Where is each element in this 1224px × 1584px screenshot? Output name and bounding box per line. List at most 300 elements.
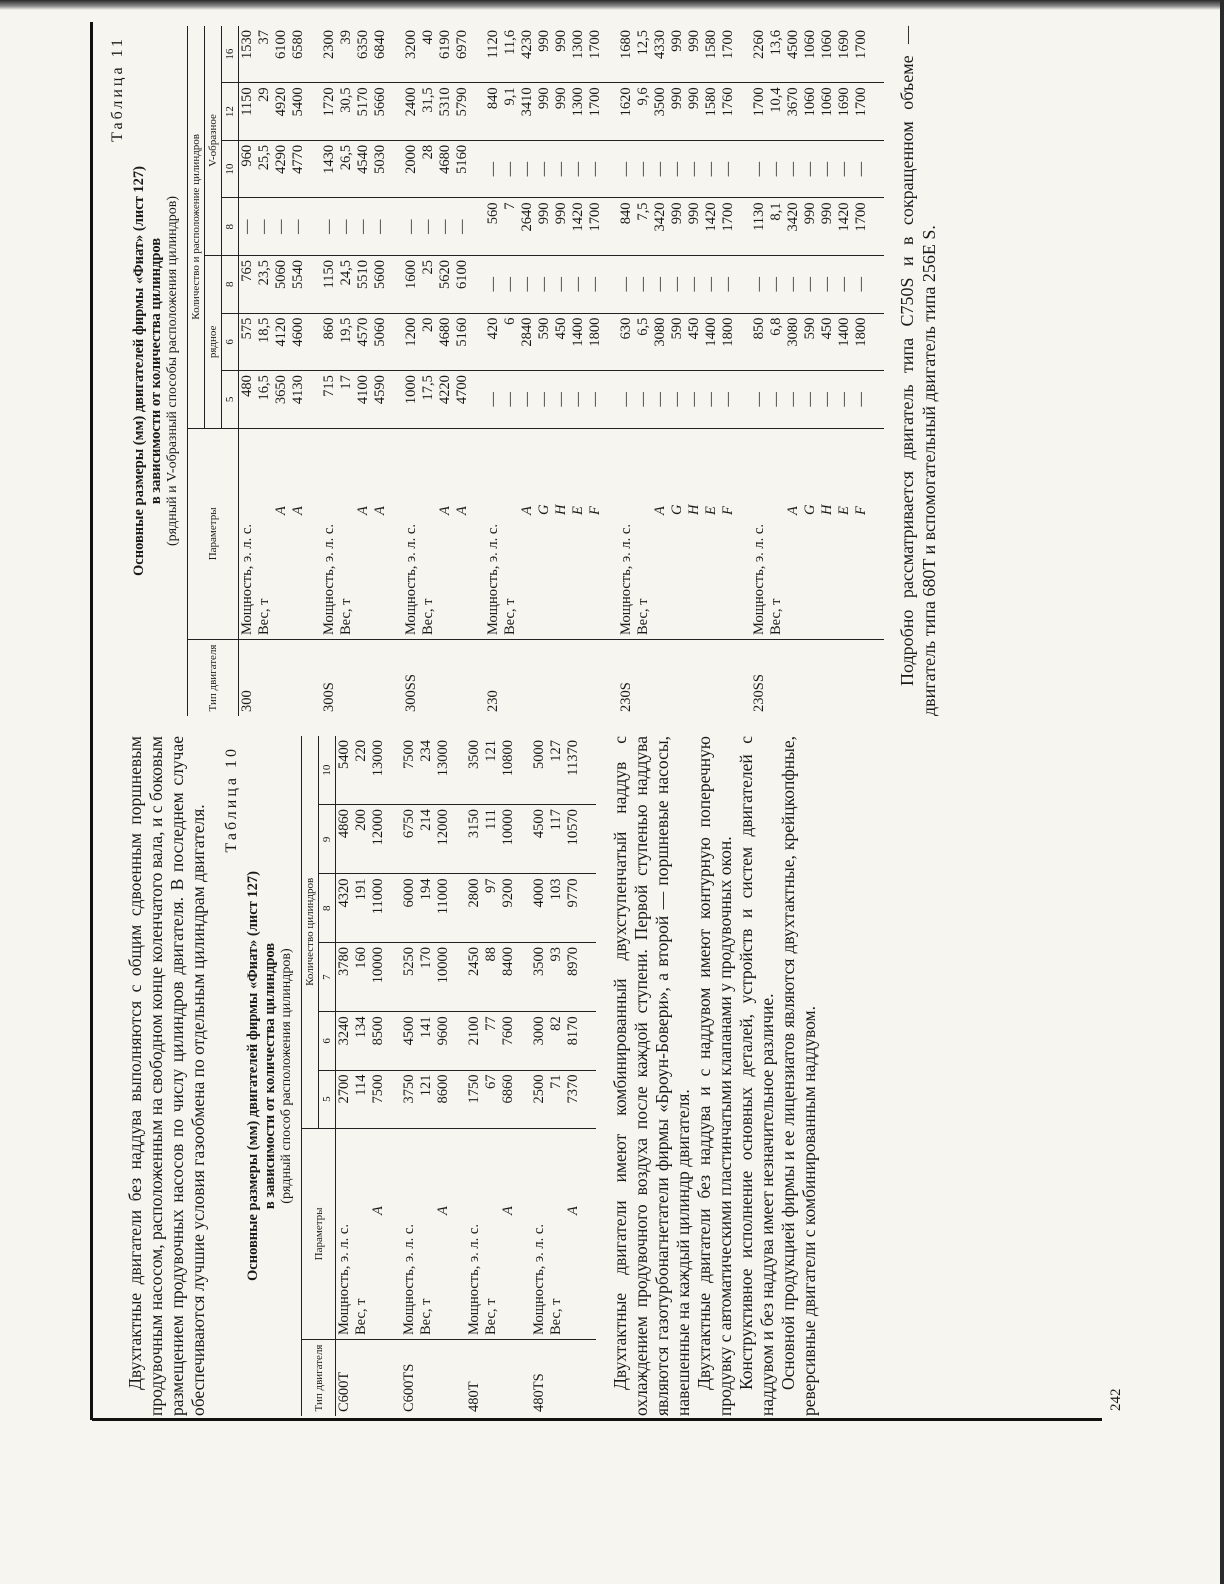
cell-value: 480 <box>239 375 255 397</box>
cell-value: 4000 <box>531 878 547 908</box>
cell-value: — <box>587 392 603 407</box>
table11-value-cell <box>485 371 604 429</box>
gap-cell <box>471 640 485 717</box>
cell-value: 6350 <box>355 30 371 59</box>
cell-value: — <box>751 277 767 292</box>
cell-value: 134 <box>353 1016 369 1039</box>
cell-value: 8170 <box>565 1016 581 1046</box>
table10-col-count: 8 <box>319 874 336 943</box>
gap-cell <box>471 140 485 198</box>
cell-value: 71 <box>548 1074 564 1090</box>
cell-value: — <box>785 161 801 177</box>
cell-value: 3000 <box>531 1016 547 1046</box>
cell-value: — <box>720 277 736 292</box>
cell-value: — <box>853 392 869 407</box>
cell-value: 23,5 <box>256 260 272 286</box>
table-row <box>618 26 737 716</box>
table11-value-cell <box>618 313 737 371</box>
table11-col-type: Тип двигателя <box>188 640 239 717</box>
cell-value: — <box>720 161 736 177</box>
frame-line-bottom <box>92 1418 1102 1421</box>
table10-value-cell <box>531 1012 582 1070</box>
cell-value: 990 <box>536 87 552 110</box>
table11-value-cell <box>485 140 604 198</box>
row-gap <box>452 736 466 1416</box>
cell-value: 3080 <box>652 317 668 347</box>
cell-value: 5000 <box>531 740 547 769</box>
cell-value: 1150 <box>239 87 255 116</box>
table11-value-cell <box>403 313 471 371</box>
cell-value: 715 <box>321 375 337 397</box>
table10-value-cell <box>336 805 388 874</box>
table11-value-cell <box>321 83 389 141</box>
cell-value: 28 <box>420 144 436 160</box>
gap-cell <box>870 371 884 429</box>
cell-value: 1700 <box>587 202 603 232</box>
cell-value: 990 <box>819 202 835 225</box>
param-label: A <box>370 1206 386 1215</box>
param-label: F <box>853 506 869 515</box>
table10-value-cell <box>466 942 517 1011</box>
cell-value: — <box>454 219 470 234</box>
cell-value: 1620 <box>618 87 634 117</box>
gap-cell <box>307 256 321 314</box>
table11-value-cell <box>403 140 471 198</box>
table11-value-cell <box>239 26 308 83</box>
gap-cell <box>517 1012 531 1070</box>
cell-value: — <box>635 392 651 407</box>
cell-value: 1600 <box>403 260 419 290</box>
table11-value-cell <box>618 256 737 314</box>
cell-value: 6,5 <box>635 317 651 336</box>
gap-cell <box>737 256 751 314</box>
table10-title: Основные размеры (мм) двигателей фирмы «Фиат» (лист 127) <box>245 871 261 1281</box>
gap-cell <box>604 140 618 198</box>
cell-value: 6580 <box>290 30 306 59</box>
cell-value: — <box>355 219 371 234</box>
gap-cell <box>517 874 531 943</box>
cell-value: 1300 <box>570 30 586 59</box>
cell-value: — <box>686 277 702 292</box>
cell-value: 93 <box>548 946 564 962</box>
cell-value: — <box>338 219 354 234</box>
table10-value-cell <box>401 874 452 943</box>
cell-value: 25,5 <box>256 144 272 171</box>
cell-value: — <box>819 392 835 407</box>
gap-cell <box>387 1128 401 1339</box>
table10-col-count: 9 <box>319 805 336 874</box>
gap-cell <box>737 26 751 83</box>
cell-value: 1000 <box>403 375 419 405</box>
param-label: E <box>836 506 852 515</box>
cell-value: 990 <box>686 202 702 225</box>
cell-value: 9600 <box>435 1016 451 1046</box>
table11-col-count: 8 <box>222 256 239 314</box>
table11-col-inline: рядное <box>205 256 222 429</box>
cell-value: 39 <box>338 30 354 45</box>
cell-value: 590 <box>669 317 685 340</box>
cell-value: 29 <box>256 87 272 102</box>
cell-value: — <box>751 161 767 177</box>
row-gap <box>517 736 531 1416</box>
table11-title: Основные размеры (мм) двигателей фирмы «Фиат» (лист 127) <box>131 166 147 576</box>
gap-cell <box>582 942 596 1011</box>
table11 <box>187 26 884 716</box>
table10-value-cell <box>401 805 452 874</box>
cell-value: 9200 <box>500 878 516 908</box>
gap-cell <box>604 256 618 314</box>
gap-cell <box>870 140 884 198</box>
cell-value: — <box>703 161 719 177</box>
table11-label: Таблица 11 <box>109 36 126 142</box>
gap-cell <box>582 805 596 874</box>
gap-cell <box>517 1340 531 1417</box>
param-label: Мощность, э. л. с. <box>336 1224 352 1335</box>
cell-value: — <box>768 277 784 292</box>
cell-value: 1580 <box>703 30 719 59</box>
rotated-page-content <box>95 26 1095 1416</box>
cell-value: 1130 <box>751 202 767 231</box>
param-label: A <box>355 506 371 515</box>
cell-value: — <box>802 277 818 292</box>
cell-value: 2640 <box>519 202 535 232</box>
cell-value: 6,8 <box>768 317 784 336</box>
cell-value: 8600 <box>435 1074 451 1104</box>
gap-cell <box>471 83 485 141</box>
table10-params <box>466 1128 517 1339</box>
cell-value: 1760 <box>720 87 736 117</box>
cell-value: 3500 <box>466 740 482 769</box>
cell-value: — <box>836 161 852 177</box>
gap-cell <box>737 640 751 717</box>
param-label: G <box>802 504 818 515</box>
table10-value-cell <box>401 1070 452 1128</box>
gap-cell <box>387 1340 401 1417</box>
table10-value-cell <box>401 1012 452 1070</box>
table10-params <box>401 1128 452 1339</box>
cell-value: 16,5 <box>256 375 272 401</box>
gap-cell <box>387 1012 401 1070</box>
table11-value-cell <box>751 313 870 371</box>
cell-value: 13,6 <box>768 30 784 56</box>
cell-value: 6 <box>502 317 518 325</box>
cell-value: 4120 <box>273 317 289 347</box>
cell-value: 1700 <box>720 30 736 59</box>
cell-value: — <box>570 277 586 292</box>
cell-value: 160 <box>353 946 369 969</box>
table11-value-cell <box>321 140 389 198</box>
cell-value: 4230 <box>519 30 535 59</box>
cell-value: 11,6 <box>502 30 518 55</box>
cell-value: — <box>502 392 518 407</box>
cell-value: 194 <box>418 878 434 901</box>
gap-cell <box>307 198 321 256</box>
cell-value: 11370 <box>565 740 581 776</box>
table10-value-cell <box>531 874 582 943</box>
cell-value: 24,5 <box>338 260 354 286</box>
cell-value: 1700 <box>751 87 767 117</box>
cell-value: 117 <box>548 809 564 831</box>
cell-value: — <box>618 277 634 292</box>
gap-cell <box>870 26 884 83</box>
cell-value: 3150 <box>466 809 482 839</box>
row-gap <box>307 26 321 716</box>
gap-cell <box>870 313 884 371</box>
table11-value-cell <box>751 371 870 429</box>
cell-value: 990 <box>553 87 569 110</box>
cell-value: 1150 <box>321 260 337 289</box>
cell-value: — <box>768 161 784 177</box>
table11-value-cell <box>751 198 870 256</box>
cell-value: 17,5 <box>420 375 436 401</box>
table11-col-count: 10 <box>222 140 239 198</box>
cell-value: 1430 <box>321 144 337 174</box>
cell-value: 3750 <box>401 1074 417 1104</box>
gap-cell <box>307 140 321 198</box>
cell-value: 8500 <box>370 1016 386 1046</box>
param-label: A <box>372 506 388 515</box>
cell-value: — <box>587 161 603 177</box>
gap-cell <box>604 313 618 371</box>
gap-cell <box>870 198 884 256</box>
cell-value: — <box>519 161 535 177</box>
gap-cell <box>452 1070 466 1128</box>
param-label: E <box>570 506 586 515</box>
gap-cell <box>452 1012 466 1070</box>
middle-paragraph: Двухтактные двигатели имеют комбинированный двухступенчатый наддув с охлаждением продувочного воздуха после каждой ступени. Первой ступенью наддува являются газотурбонагнетатели фирмы «Броун-Бовери», а второй — поршневые насосы, навешенные на каждый цилиндр двигателя. <box>610 736 693 1416</box>
table-row <box>531 736 582 1416</box>
gap-cell <box>389 26 403 83</box>
cell-value: 4590 <box>372 375 388 405</box>
cell-value: — <box>802 392 818 407</box>
cell-value: 4320 <box>336 878 352 908</box>
table11-col-count: 5 <box>222 371 239 429</box>
table10-title2: в зависимости от количества цилиндров <box>262 942 278 1210</box>
cell-value: 4700 <box>454 375 470 405</box>
param-label: Мощность, э. л. с. <box>403 524 419 635</box>
cell-value: — <box>553 277 569 292</box>
table10-col-type: Тип двигателя <box>302 1340 336 1417</box>
row-gap <box>737 26 751 716</box>
table11-params <box>485 428 604 639</box>
cell-value: — <box>785 392 801 407</box>
gap-cell <box>870 83 884 141</box>
gap-cell <box>517 736 531 805</box>
cell-value: 10000 <box>500 809 516 846</box>
cell-value: 420 <box>485 317 501 340</box>
table10-col-count: 6 <box>319 1012 336 1070</box>
cell-value: 127 <box>548 740 564 762</box>
cell-value: 234 <box>418 740 434 762</box>
cell-value: — <box>502 161 518 177</box>
table10-params <box>531 1128 582 1339</box>
table10-engine-type: C600T <box>336 1340 388 1417</box>
cell-value: 1700 <box>853 202 869 232</box>
cell-value: 1800 <box>853 317 869 347</box>
middle-text <box>610 736 820 1416</box>
cell-value: 1420 <box>703 202 719 232</box>
gap-cell <box>604 640 618 717</box>
cell-value: 40 <box>420 30 436 45</box>
cell-value: — <box>652 161 668 177</box>
gap-cell <box>604 428 618 639</box>
cell-value: 6190 <box>437 30 453 59</box>
cell-value: 1200 <box>403 317 419 347</box>
cell-value: 11000 <box>370 878 386 915</box>
cell-value: — <box>519 392 535 407</box>
cell-value: 4600 <box>290 317 306 347</box>
cell-value: 3420 <box>785 202 801 232</box>
param-label: Мощность, э. л. с. <box>321 524 337 635</box>
gap-cell <box>517 1070 531 1128</box>
cell-value: 990 <box>802 202 818 225</box>
gap-cell <box>471 428 485 639</box>
cell-value: 200 <box>353 809 369 831</box>
cell-value: 141 <box>418 1016 434 1039</box>
cell-value: — <box>703 277 719 292</box>
cell-value: 121 <box>483 740 499 762</box>
table10-value-cell <box>466 805 517 874</box>
cell-value: 17 <box>338 375 354 390</box>
cell-value: — <box>570 161 586 177</box>
cell-value: 990 <box>686 87 702 110</box>
gap-cell <box>517 942 531 1011</box>
table-row <box>751 26 870 716</box>
cell-value: 11000 <box>435 878 451 915</box>
cell-value: — <box>437 219 453 234</box>
gap-cell <box>517 1128 531 1339</box>
param-label: Вес, т <box>635 598 651 635</box>
cell-value: — <box>819 161 835 177</box>
cell-value: 1700 <box>587 30 603 59</box>
cell-value: 1700 <box>587 87 603 117</box>
cell-value: 1680 <box>618 30 634 59</box>
gap-cell <box>452 805 466 874</box>
table11-value-cell <box>485 83 604 141</box>
table-row <box>239 26 308 716</box>
cell-value: — <box>669 392 685 407</box>
cell-value: — <box>802 161 818 177</box>
gap-cell <box>389 313 403 371</box>
cell-value: 590 <box>536 317 552 340</box>
cell-value: 4540 <box>355 144 371 174</box>
cell-value: — <box>635 277 651 292</box>
table10-value-cell <box>336 874 388 943</box>
param-label: Мощность, э. л. с. <box>466 1224 482 1335</box>
cell-value: — <box>502 277 518 292</box>
table11-value-cell <box>403 256 471 314</box>
param-label: H <box>686 504 702 515</box>
table11-value-cell <box>239 313 308 371</box>
param-label: G <box>669 504 685 515</box>
gap-cell <box>389 371 403 429</box>
cell-value: 850 <box>751 317 767 340</box>
cell-value: 840 <box>485 87 501 110</box>
table10-engine-type: 480TS <box>531 1340 582 1417</box>
cell-value: 5660 <box>372 87 388 117</box>
cell-value: 6970 <box>454 30 470 59</box>
table11-params <box>751 428 870 639</box>
cell-value: — <box>768 392 784 407</box>
cell-value: — <box>618 161 634 177</box>
cell-value: 1700 <box>853 30 869 59</box>
table11-col-params: Параметры <box>188 428 239 639</box>
cell-value: 575 <box>239 317 255 340</box>
gap-cell <box>452 1128 466 1339</box>
param-label: A <box>454 506 470 515</box>
gap-cell <box>307 313 321 371</box>
gap-cell <box>604 83 618 141</box>
table11-value-cell <box>239 371 308 429</box>
cell-value: 170 <box>418 946 434 969</box>
table11-col-group: Количество и расположение цилиндров <box>188 26 205 428</box>
cell-value: 97 <box>483 878 499 893</box>
cell-value: 2100 <box>466 1016 482 1046</box>
row-gap <box>471 26 485 716</box>
param-label: A <box>273 506 289 515</box>
table-row <box>403 26 471 716</box>
table11-subtitle: (рядный и V-образный способы расположения цилиндров) <box>165 196 180 546</box>
table11-engine-type: 230S <box>618 640 737 717</box>
cell-value: 3080 <box>785 317 801 347</box>
param-label: Мощность, э. л. с. <box>239 524 255 635</box>
cell-value: 114 <box>353 1074 369 1096</box>
cell-value: 9,6 <box>635 87 651 106</box>
param-label: Мощность, э. л. с. <box>751 524 767 635</box>
param-label: Вес, т <box>256 598 272 635</box>
cell-value: 590 <box>802 317 818 340</box>
gap-cell <box>870 428 884 639</box>
table11-value-cell <box>403 83 471 141</box>
table10-col-count: 7 <box>319 942 336 1011</box>
cell-value: 5250 <box>401 946 417 976</box>
cell-value: 5030 <box>372 144 388 174</box>
table11-value-cell <box>403 26 471 83</box>
table11-value-cell <box>403 371 471 429</box>
cell-value: 5790 <box>454 87 470 117</box>
middle-paragraph: Двухтактные двигатели без наддува и с наддувом имеют контурную поперечную продувку с автоматическими пластинчатыми клапанами у продувочных окон. <box>694 736 735 1416</box>
table10-value-cell <box>401 942 452 1011</box>
cell-value: 1690 <box>836 30 852 59</box>
cell-value: 3500 <box>652 87 668 117</box>
table11-params <box>321 428 389 639</box>
cell-value: 30,5 <box>338 87 354 113</box>
cell-value: 103 <box>548 878 564 901</box>
gap-cell <box>452 942 466 1011</box>
table11-value-cell <box>618 140 737 198</box>
cell-value: 5170 <box>355 87 371 117</box>
param-label: Вес, т <box>418 1298 434 1335</box>
cell-value: 77 <box>483 1016 499 1031</box>
param-label: Мощность, э. л. с. <box>485 524 501 635</box>
row-gap <box>870 26 884 716</box>
cell-value: 37 <box>256 30 272 45</box>
cell-value: 990 <box>553 30 569 52</box>
table11-col-count: 6 <box>222 313 239 371</box>
cell-value: 7500 <box>370 1074 386 1104</box>
cell-value: 990 <box>669 30 685 52</box>
cell-value: 2000 <box>403 144 419 174</box>
cell-value: 4500 <box>401 1016 417 1046</box>
table10-value-cell <box>531 736 582 805</box>
cell-value: 990 <box>686 30 702 52</box>
param-label: Мощность, э. л. с. <box>618 524 634 635</box>
cell-value: — <box>686 161 702 177</box>
cell-value: 19,5 <box>338 317 354 343</box>
gap-cell <box>452 1340 466 1417</box>
cell-value: 1800 <box>587 317 603 347</box>
gap-cell <box>870 256 884 314</box>
